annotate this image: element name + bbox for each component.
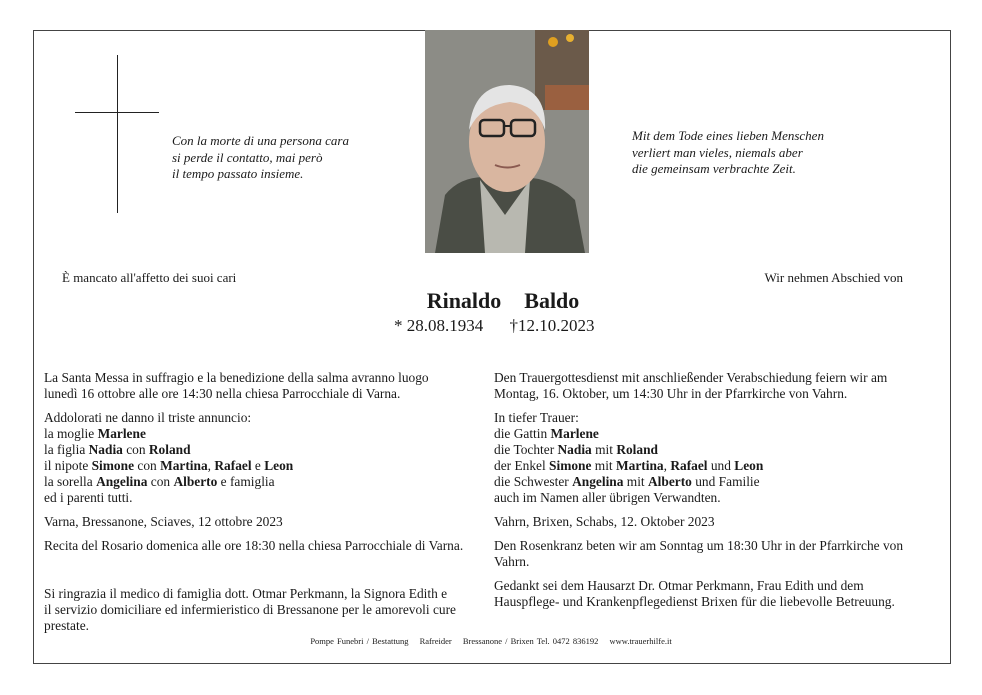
funeral-website[interactable]: www.trauerhilfe.it [609,636,672,646]
text-line [494,490,944,506]
text-segment: la sorella [44,474,97,489]
paragraph [44,410,494,506]
funeral-company-name: Rafreider [419,636,452,646]
text-segment: In tiefer Trauer: [494,410,579,425]
text-line [44,458,494,474]
text-segment: Varna, Bressanone, Sciaves, 12 ottobre 2023 [44,514,283,529]
quote-italian [172,133,349,183]
text-line [44,562,494,578]
text-segment: Recita del Rosario domenica alle ore 18:30 nella chiesa Parrocchiale di Varna. [44,538,464,553]
german-column [494,370,944,618]
intro-italian: È mancato all'affetto dei suoi cari [62,270,237,285]
family-member-name: Martina [160,458,208,473]
text-line [44,602,494,618]
family-member-name: Nadia [557,442,592,457]
quote-line: Con la morte di una persona cara [172,133,349,148]
family-member-name: Roland [148,442,191,457]
text-line [494,386,944,402]
quote-line: il tempo passato insieme. [172,166,304,181]
text-segment: auch im Namen aller übrigen Verwandten. [494,490,721,505]
family-member-name: Marlene [550,426,599,441]
family-member-name: Leon [264,458,294,473]
text-line [494,514,944,530]
text-line [494,474,944,490]
text-segment: Hauspflege- und Krankenpflegedienst Brixen für die liebevolle Betreuung. [494,594,895,609]
intro-german: Wir nehmen Abschied von [764,270,903,285]
funeral-company: Pompe Funebri / Bestattung [310,636,409,646]
life-dates [394,316,617,336]
text-line [44,586,494,602]
text-line [44,538,494,554]
text-segment: il servizio domiciliare ed infermieristico di Bressanone per le amorevoli cure [44,602,456,617]
quote-line: si perde il contatto, mai però [172,149,323,165]
cross-icon [117,55,118,213]
text-segment: La Santa Messa in suffragio e la benedizione della salma avranno luogo [44,370,429,385]
paragraph [44,370,494,402]
paragraph [44,514,494,530]
paragraph [494,370,944,402]
family-member-name: Rafael [214,458,252,473]
text-segment: la moglie [44,426,98,441]
paragraph [494,514,944,530]
text-segment: , [663,458,671,473]
text-segment: mit [623,474,648,489]
paragraph [44,562,494,578]
text-segment: con [147,474,174,489]
text-line [44,490,494,506]
text-line [44,474,494,490]
portrait-photo [425,30,589,253]
text-line [494,442,944,458]
text-line [494,410,944,426]
text-line [44,426,494,442]
text-segment: die Tochter [494,442,558,457]
paragraph [494,538,944,570]
family-member-name: Marlene [97,426,146,441]
italian-column [44,370,494,642]
paragraph [494,578,944,610]
family-member-name: Nadia [88,442,123,457]
funeral-contact: Bressanone / Brixen Tel. 0472 836192 [462,636,599,646]
text-segment: der Enkel [494,458,550,473]
text-segment: il nipote [44,458,92,473]
quote-line: die gemeinsam verbrachte Zeit. [632,161,796,176]
text-segment: mit [591,442,617,457]
text-line [494,554,944,570]
family-member-name: Alberto [648,474,692,489]
text-segment: die Gattin [494,426,551,441]
text-line [494,594,944,610]
text-segment: mit [591,458,617,473]
text-line [494,458,944,474]
paragraph [44,586,494,634]
text-segment: e [251,458,265,473]
text-line [44,370,494,386]
quote-german [632,128,824,178]
text-segment: Den Rosenkranz beten wir am Sonntag um 18:30 Uhr in der Pfarrkirche von [494,538,904,553]
text-segment: con [122,442,149,457]
family-member-name: Angelina [572,474,624,489]
quote-line: verliert man vieles, niemals aber [632,144,803,160]
text-line [44,514,494,530]
text-segment: Montag, 16. Oktober, um 14:30 Uhr in der Pfarrkirche von Vahrn. [494,386,848,401]
footer [0,636,982,646]
text-segment: Addolorati ne danno il triste annuncio: [44,410,252,425]
text-line [44,410,494,426]
text-line [494,578,944,594]
text-segment: la figlia [44,442,89,457]
text-line [494,370,944,386]
text-segment: lunedì 16 ottobre alle ore 14:30 nella chiesa Parrocchiale di Varna. [44,386,401,401]
text-segment: und Familie [691,474,760,489]
text-line [494,426,944,442]
cross-icon-bar [75,112,159,113]
text-segment: ed i parenti tutti. [44,490,133,505]
text-segment: und [707,458,735,473]
family-member-name: Martina [616,458,664,473]
text-segment: , [207,458,215,473]
birth-date: * 28.08.1934 [394,316,484,335]
paragraph [494,410,944,506]
text-segment: die Schwester [494,474,573,489]
family-member-name: Angelina [96,474,148,489]
family-member-name: Rafael [670,458,708,473]
text-segment: Vahrn, Brixen, Schabs, 12. Oktober 2023 [494,514,715,529]
text-segment: Den Trauergottesdienst mit anschließender Verabschiedung feiern wir am [494,370,888,385]
deceased-name: Rinaldo Baldo [426,288,580,313]
text-segment: Vahrn. [494,554,530,569]
text-line [494,538,944,554]
text-line [44,442,494,458]
death-date: †12.10.2023 [509,316,595,335]
family-member-name: Simone [549,458,592,473]
text-segment: prestate. [44,618,89,633]
paragraph [44,538,494,554]
text-line [44,386,494,402]
text-segment: con [134,458,161,473]
text-segment: Si ringrazia il medico di famiglia dott. Otmar Perkmann, la Signora Edith e [44,586,448,601]
text-segment: e famiglia [217,474,275,489]
quote-line: Mit dem Tode eines lieben Menschen [632,128,824,143]
family-member-name: Simone [91,458,135,473]
text-segment: Gedankt sei dem Hausarzt Dr. Otmar Perkmann, Frau Edith und dem [494,578,864,593]
family-member-name: Leon [734,458,764,473]
family-member-name: Alberto [173,474,218,489]
family-member-name: Roland [616,442,658,457]
text-line [44,618,494,634]
